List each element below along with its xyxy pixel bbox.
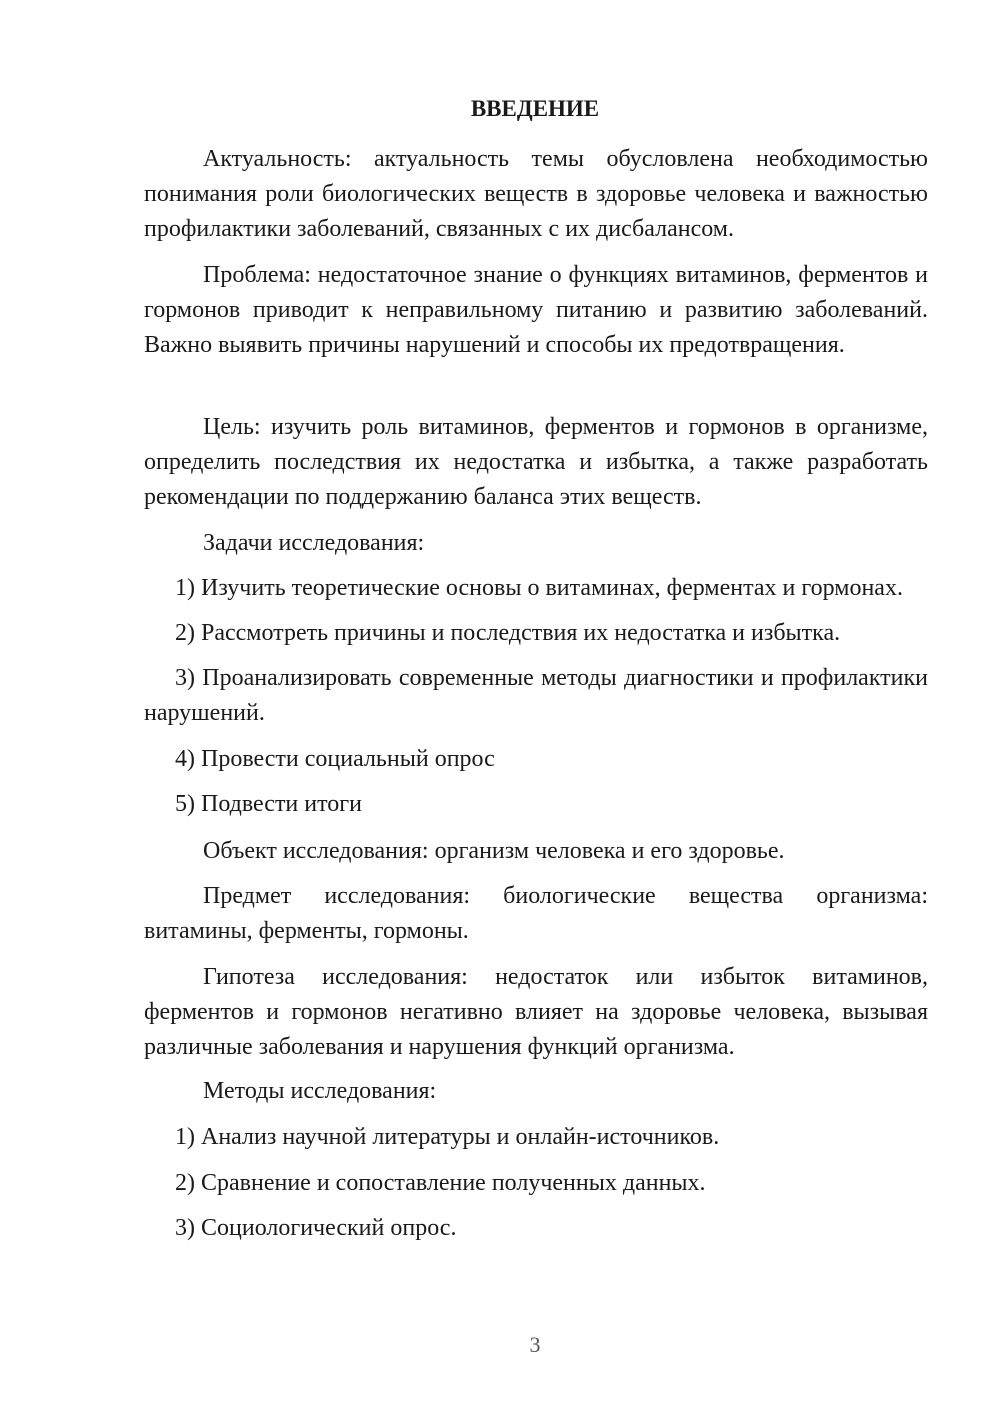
goal-paragraph: Цель: изучить роль витаминов, ферментов и гормонов в организме, определить последствия их недостатка и избытка, а также разработать рекомендации по поддержанию баланса этих веществ.: [144, 414, 928, 510]
method-item-2: 2) Сравнение и сопоставление полученных данных.: [175, 1170, 706, 1196]
tasks-heading: Задачи исследования:: [203, 530, 425, 556]
method-item-1: 1) Анализ научной литературы и онлайн-источников.: [175, 1124, 720, 1150]
task-item-1: 1) Изучить теоретические основы о витаминах, ферментах и гормонах.: [175, 575, 903, 601]
task-item-4: 4) Провести социальный опрос: [175, 746, 495, 772]
task-item-5: 5) Подвести итоги: [175, 791, 362, 817]
section-title: ВВЕДЕНИЕ: [470, 96, 600, 121]
methods-heading: Методы исследования:: [203, 1078, 437, 1104]
relevance-paragraph: Актуальность: актуальность темы обусловлена необходимостью понимания роли биологических веществ в здоровье человека и важностью профилактики заболеваний, связанных с их дисбалансом.: [144, 146, 928, 242]
object-paragraph: Объект исследования: организм человека и его здоровье.: [203, 838, 785, 864]
task-item-2: 2) Рассмотреть причины и последствия их недостатка и избытка.: [175, 620, 841, 646]
problem-paragraph: Проблема: недостаточное знание о функциях витаминов, ферментов и гормонов приводит к неправильному питанию и развитию заболеваний. Важно выявить причины нарушений и способы их предотвращения.: [144, 262, 928, 358]
task-item-3: 3) Проанализировать современные методы диагностики и профилактики нарушений.: [144, 665, 928, 726]
method-item-3: 3) Социологический опрос.: [175, 1215, 457, 1241]
subject-paragraph: Предмет исследования: биологические вещества организма: витамины, ферменты, гормоны.: [144, 883, 928, 944]
page-number: 3: [529, 1332, 541, 1357]
hypothesis-paragraph: Гипотеза исследования: недостаток или избыток витаминов, ферментов и гормонов негативно влияет на здоровье человека, вызывая различные заболевания и нарушения функций организма.: [144, 964, 928, 1060]
